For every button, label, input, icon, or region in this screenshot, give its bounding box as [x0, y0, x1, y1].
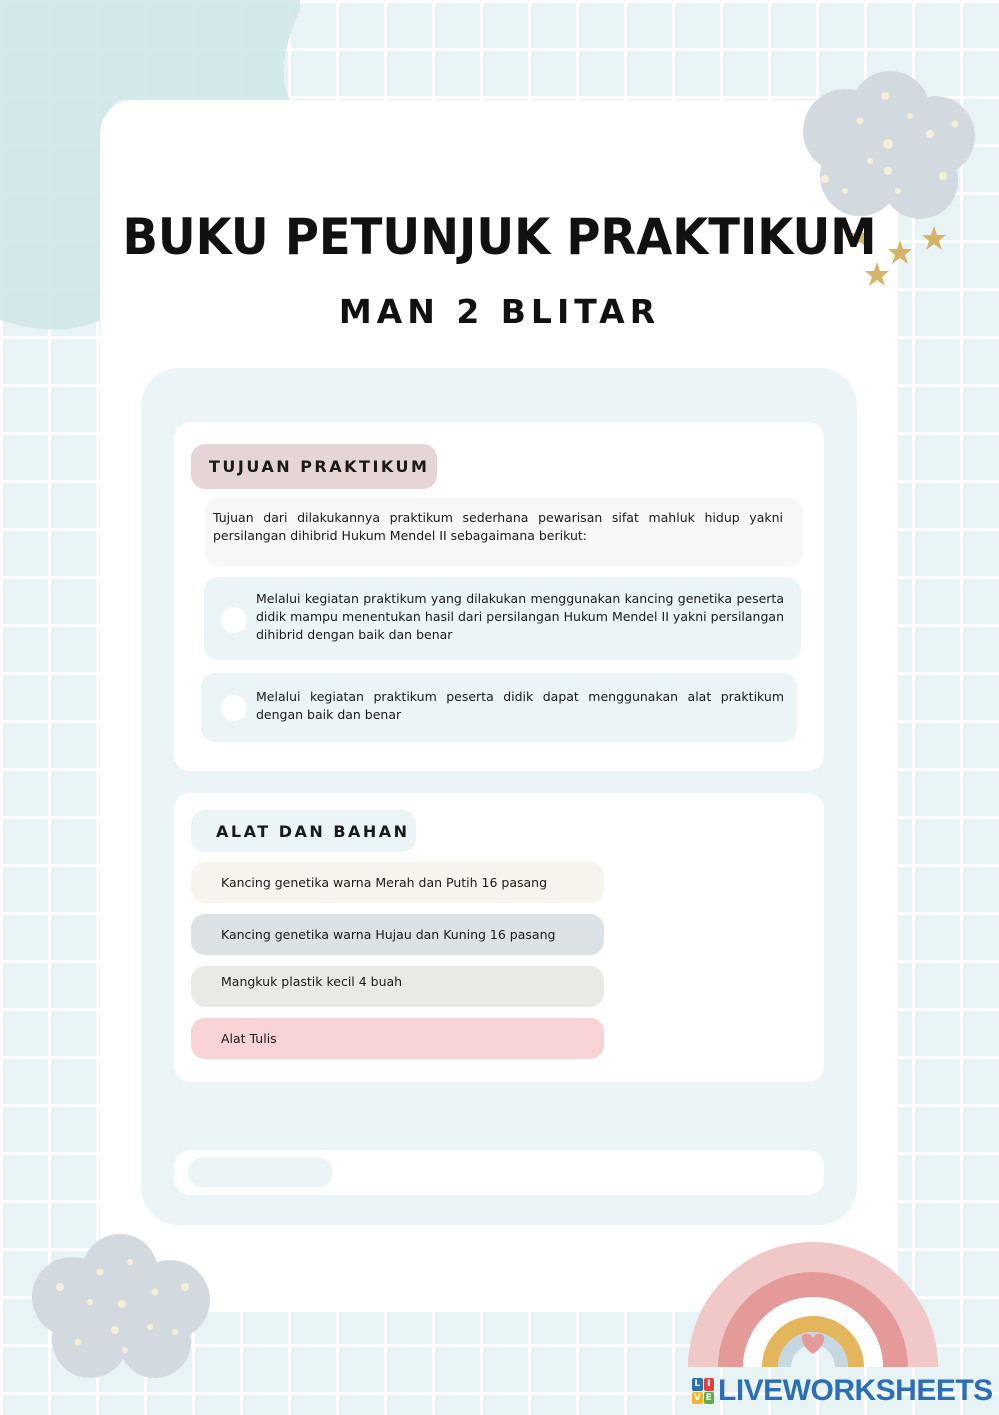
material-item: Mangkuk plastik kecil 4 buah: [191, 966, 604, 1007]
material-item: Alat Tulis: [191, 1018, 604, 1059]
bullet-circle-icon: [221, 695, 247, 721]
liveworksheets-logo: [692, 1373, 993, 1409]
objective-text: Melalui kegiatan praktikum yang dilakukan menggunakan kancing genetika peserta didik mampu menentukan hasil dari persilangan Hukum Mendel II yakni persilangan dihibrid dengan baik dan benar: [256, 591, 784, 642]
footer-pill: [188, 1158, 333, 1187]
page-subtitle: MAN 2 BLITAR: [338, 292, 661, 331]
logo-text: LIVEWORKSHEETS: [718, 1374, 993, 1407]
tujuan-intro: Tujuan dari dilakukannya praktikum sederhana pewarisan sifat mahluk hidup yakni persilangan dihibrid Hukum Mendel II sebagaimana berikut:: [205, 498, 803, 566]
cloud-top-right-icon: [800, 66, 980, 221]
page-title: BUKU PETUNJUK PRAKTIKUM: [122, 208, 877, 266]
rainbow-icon: [688, 1202, 938, 1367]
logo-mark-icon: L I V E: [692, 1378, 714, 1404]
objective-item: [201, 673, 797, 742]
bullet-circle-icon: [221, 607, 247, 633]
material-item: Kancing genetika warna Merah dan Putih 16 pasang: [191, 862, 604, 903]
alat-heading: ALAT DAN BAHAN: [191, 810, 416, 852]
objective-text: Melalui kegiatan praktikum peserta didik dapat menggunakan alat praktikum dengan baik dan benar: [256, 689, 784, 722]
cloud-bottom-left-icon: [30, 1232, 215, 1382]
material-item: Kancing genetika warna Hujau dan Kuning 16 pasang: [191, 914, 604, 955]
objective-item: [204, 577, 801, 660]
tujuan-heading: TUJUAN PRAKTIKUM: [191, 444, 437, 489]
